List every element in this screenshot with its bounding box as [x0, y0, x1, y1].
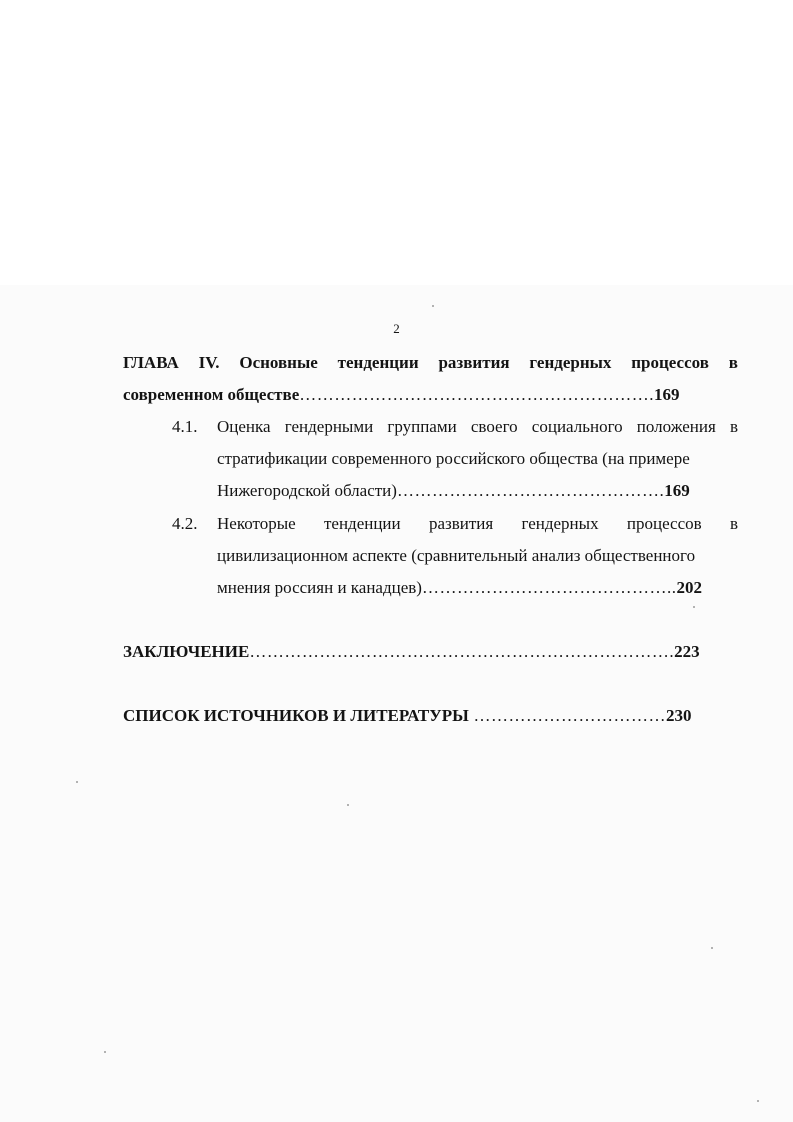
section-4-1-line-1: [217, 416, 738, 438]
section-number: 4.2.: [172, 514, 198, 533]
conclusion-entry: [123, 641, 700, 663]
scan-speck: [104, 1051, 106, 1053]
toc-leader-dots: ……………………………: [468, 706, 667, 725]
section-word: положения: [636, 417, 716, 436]
section-word: своего: [470, 417, 518, 436]
toc-leader-dots: ……………………………………….: [396, 481, 665, 500]
scanned-page-area: [0, 285, 793, 1122]
section-4-1-line-3: [217, 480, 690, 502]
scan-speck: [76, 781, 78, 783]
section-4-1-line-2: стратификации современного российского общества (на примере: [217, 449, 690, 468]
section-word: Оценка: [217, 417, 271, 436]
toc-page-number: 169: [654, 385, 680, 404]
references-title: СПИСОК ИСТОЧНИКОВ И ЛИТЕРАТУРЫ: [123, 706, 469, 725]
section-word: Некоторые: [217, 514, 296, 533]
section-word: в: [729, 514, 738, 533]
scan-speck: [347, 804, 349, 806]
scan-speck: [693, 606, 695, 608]
chapter-word: гендерных: [529, 353, 612, 372]
conclusion-title: ЗАКЛЮЧЕНИЕ: [123, 642, 250, 661]
chapter-word: в: [728, 353, 738, 372]
toc-leader-dots: ……………………………………………………………….: [249, 642, 675, 661]
section-word: процессов: [626, 514, 702, 533]
section-title-end: Нижегородской области): [217, 481, 397, 500]
toc-page-number: 169: [664, 481, 690, 500]
chapter-word: Основные: [239, 353, 318, 372]
page-number: 2: [393, 321, 400, 336]
chapter-title-end: современном обществе: [123, 385, 300, 404]
section-word: социального: [531, 417, 623, 436]
toc-page-number: 223: [674, 642, 700, 661]
chapter-word: развития: [438, 353, 510, 372]
chapter-title-line-1: [123, 352, 738, 374]
chapter-word: тенденции: [337, 353, 419, 372]
section-4-2-line-3: [217, 577, 702, 599]
toc-page-number: 202: [676, 578, 702, 597]
chapter-word: процессов: [631, 353, 709, 372]
toc-leader-dots: ……………………………………..: [421, 578, 677, 597]
section-word: в: [729, 417, 738, 436]
section-word: гендерных: [521, 514, 599, 533]
chapter-title-line-2: [123, 384, 680, 406]
section-word: развития: [428, 514, 494, 533]
section-word: тенденции: [323, 514, 401, 533]
toc-page-number: 230: [666, 706, 692, 725]
section-number: 4.1.: [172, 417, 198, 436]
chapter-word: ГЛАВА: [123, 353, 179, 372]
section-4-2-line-1: [217, 513, 738, 535]
chapter-word: IV.: [198, 353, 220, 372]
section-4-2-line-2: цивилизационном аспекте (сравнительный анализ общественного: [217, 546, 696, 565]
toc-leader-dots: …………………………………………………….: [299, 385, 655, 404]
scan-speck: [711, 947, 713, 949]
scan-speck: [432, 305, 434, 307]
section-word: группами: [387, 417, 457, 436]
section-word: гендерными: [284, 417, 374, 436]
references-entry: [123, 705, 692, 727]
scan-speck: [757, 1100, 759, 1102]
section-title-end: мнения россиян и канадцев): [217, 578, 422, 597]
